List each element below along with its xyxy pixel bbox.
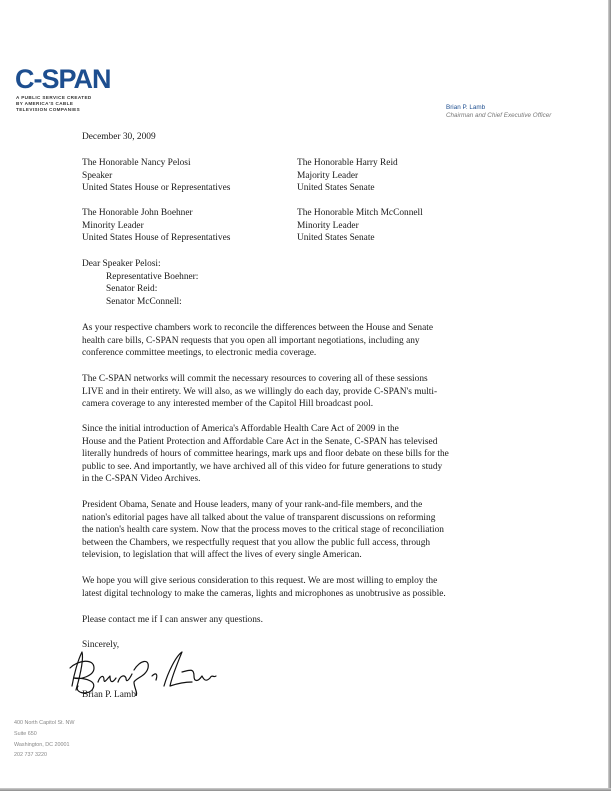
recipient-boehner xyxy=(82,207,292,245)
paragraph-line: in the C-SPAN Video Archives. xyxy=(82,474,201,485)
letter-date: December 30, 2009 xyxy=(82,132,156,142)
paragraph-2 xyxy=(82,373,514,411)
paragraph-line: LIVE and in their entirety. We will also, as we willingly do each day, provide C-SPAN's multi- xyxy=(82,386,438,397)
cspan-logo: C-SPAN xyxy=(15,64,111,94)
footer-line: 400 North Capitol St. NW xyxy=(14,720,75,726)
salutation-line: Senator Reid: xyxy=(106,284,158,295)
logo-tagline xyxy=(16,95,106,113)
paragraph-line: President Obama, Senate and House leaders, many of your rank-and-file members, and the xyxy=(82,500,423,510)
paragraph-1 xyxy=(82,322,514,360)
tagline-line: BY AMERICA'S CABLE xyxy=(16,101,74,106)
recipient-line: The Honorable Harry Reid xyxy=(297,158,398,168)
executive-name: Brian P. Lamb xyxy=(446,104,486,111)
paragraph-line: Please contact me if I can answer any questions. xyxy=(82,615,263,625)
paragraph-line: literally hundreds of hours of committee hearings, mark ups and floor debate on these bills for the xyxy=(82,449,449,460)
paragraph-line: Since the initial introduction of America's Affordable Health Care Act of 2009 in the xyxy=(82,424,399,434)
recipient-reid xyxy=(297,157,517,195)
paragraph-line: As your respective chambers work to reconcile the differences between the House and Senate xyxy=(82,323,433,333)
paragraph-line: The C-SPAN networks will commit the necessary resources to covering all of these sessions xyxy=(82,374,428,384)
paragraph-line: public to see. And importantly, we have archived all of this video for future generations to study xyxy=(82,461,443,472)
footer-address xyxy=(14,718,75,761)
paragraph-line: between the Chambers, we respectfully request that you allow the public full access, through xyxy=(82,537,431,548)
salutation-line: Dear Speaker Pelosi: xyxy=(82,259,161,269)
paragraph-line: health care bills, C-SPAN requests that you open all important negotiations, including any xyxy=(82,335,420,346)
paragraph-3 xyxy=(82,423,514,486)
recipient-line: United States House or Representatives xyxy=(82,183,231,194)
paragraph-line: We hope you will give serious consideration to this request. We are most willing to employ the xyxy=(82,576,438,586)
signer-name: Brian P. Lamb xyxy=(82,690,136,700)
paragraph-line: nation's editorial pages have all talked about the value of transparent discussions on reforming xyxy=(82,512,436,523)
recipient-line: The Honorable Nancy Pelosi xyxy=(82,158,191,168)
recipient-line: United States House of Representatives xyxy=(82,233,231,244)
executive-title: Chairman and Chief Executive Officer xyxy=(446,112,552,119)
footer-line: Suite 650 xyxy=(14,730,37,737)
paragraph-6 xyxy=(82,614,514,627)
recipient-line: Majority Leader xyxy=(297,170,359,181)
executive-block xyxy=(446,104,551,120)
recipient-line: United States Senate xyxy=(297,183,375,194)
paragraph-line: television, to legislation that will affect the lives of every single American. xyxy=(82,550,362,561)
paragraph-line: House and the Patient Protection and Affordable Care Act in the Senate, C-SPAN has televised xyxy=(82,436,438,447)
salutation xyxy=(82,258,522,308)
recipient-line: United States Senate xyxy=(297,233,375,244)
paragraph-line: conference committee meetings, to electronic media coverage. xyxy=(82,348,317,359)
footer-line: 202 737 3220 xyxy=(14,752,47,759)
paragraph-line: the nation's health care system. Now that the process moves to the critical stage of reconciliation xyxy=(82,525,444,536)
tagline-line: TELEVISION COMPANIES xyxy=(16,107,81,112)
tagline-line: A PUBLIC SERVICE CREATED xyxy=(16,95,92,100)
recipient-line: The Honorable Mitch McConnell xyxy=(297,208,423,218)
recipient-line: Minority Leader xyxy=(82,220,144,231)
recipient-line: Speaker xyxy=(82,170,113,181)
recipient-pelosi xyxy=(82,157,292,195)
salutation-line: Representative Boehner: xyxy=(106,271,199,282)
paragraph-4 xyxy=(82,499,514,562)
salutation-line: Senator McConnell: xyxy=(106,296,182,307)
paragraph-line: camera coverage to any interested member of the Capitol Hill broadcast pool. xyxy=(82,399,374,410)
recipient-line: Minority Leader xyxy=(297,220,359,231)
footer-line: Washington, DC 20001 xyxy=(14,741,70,748)
recipient-line: The Honorable John Boehner xyxy=(82,208,193,218)
closing: Sincerely, xyxy=(82,640,120,650)
recipient-mcconnell xyxy=(297,207,517,245)
paragraph-5 xyxy=(82,575,514,600)
paragraph-line: latest digital technology to make the cameras, lights and microphones as unobtrusive as possible. xyxy=(82,588,446,599)
